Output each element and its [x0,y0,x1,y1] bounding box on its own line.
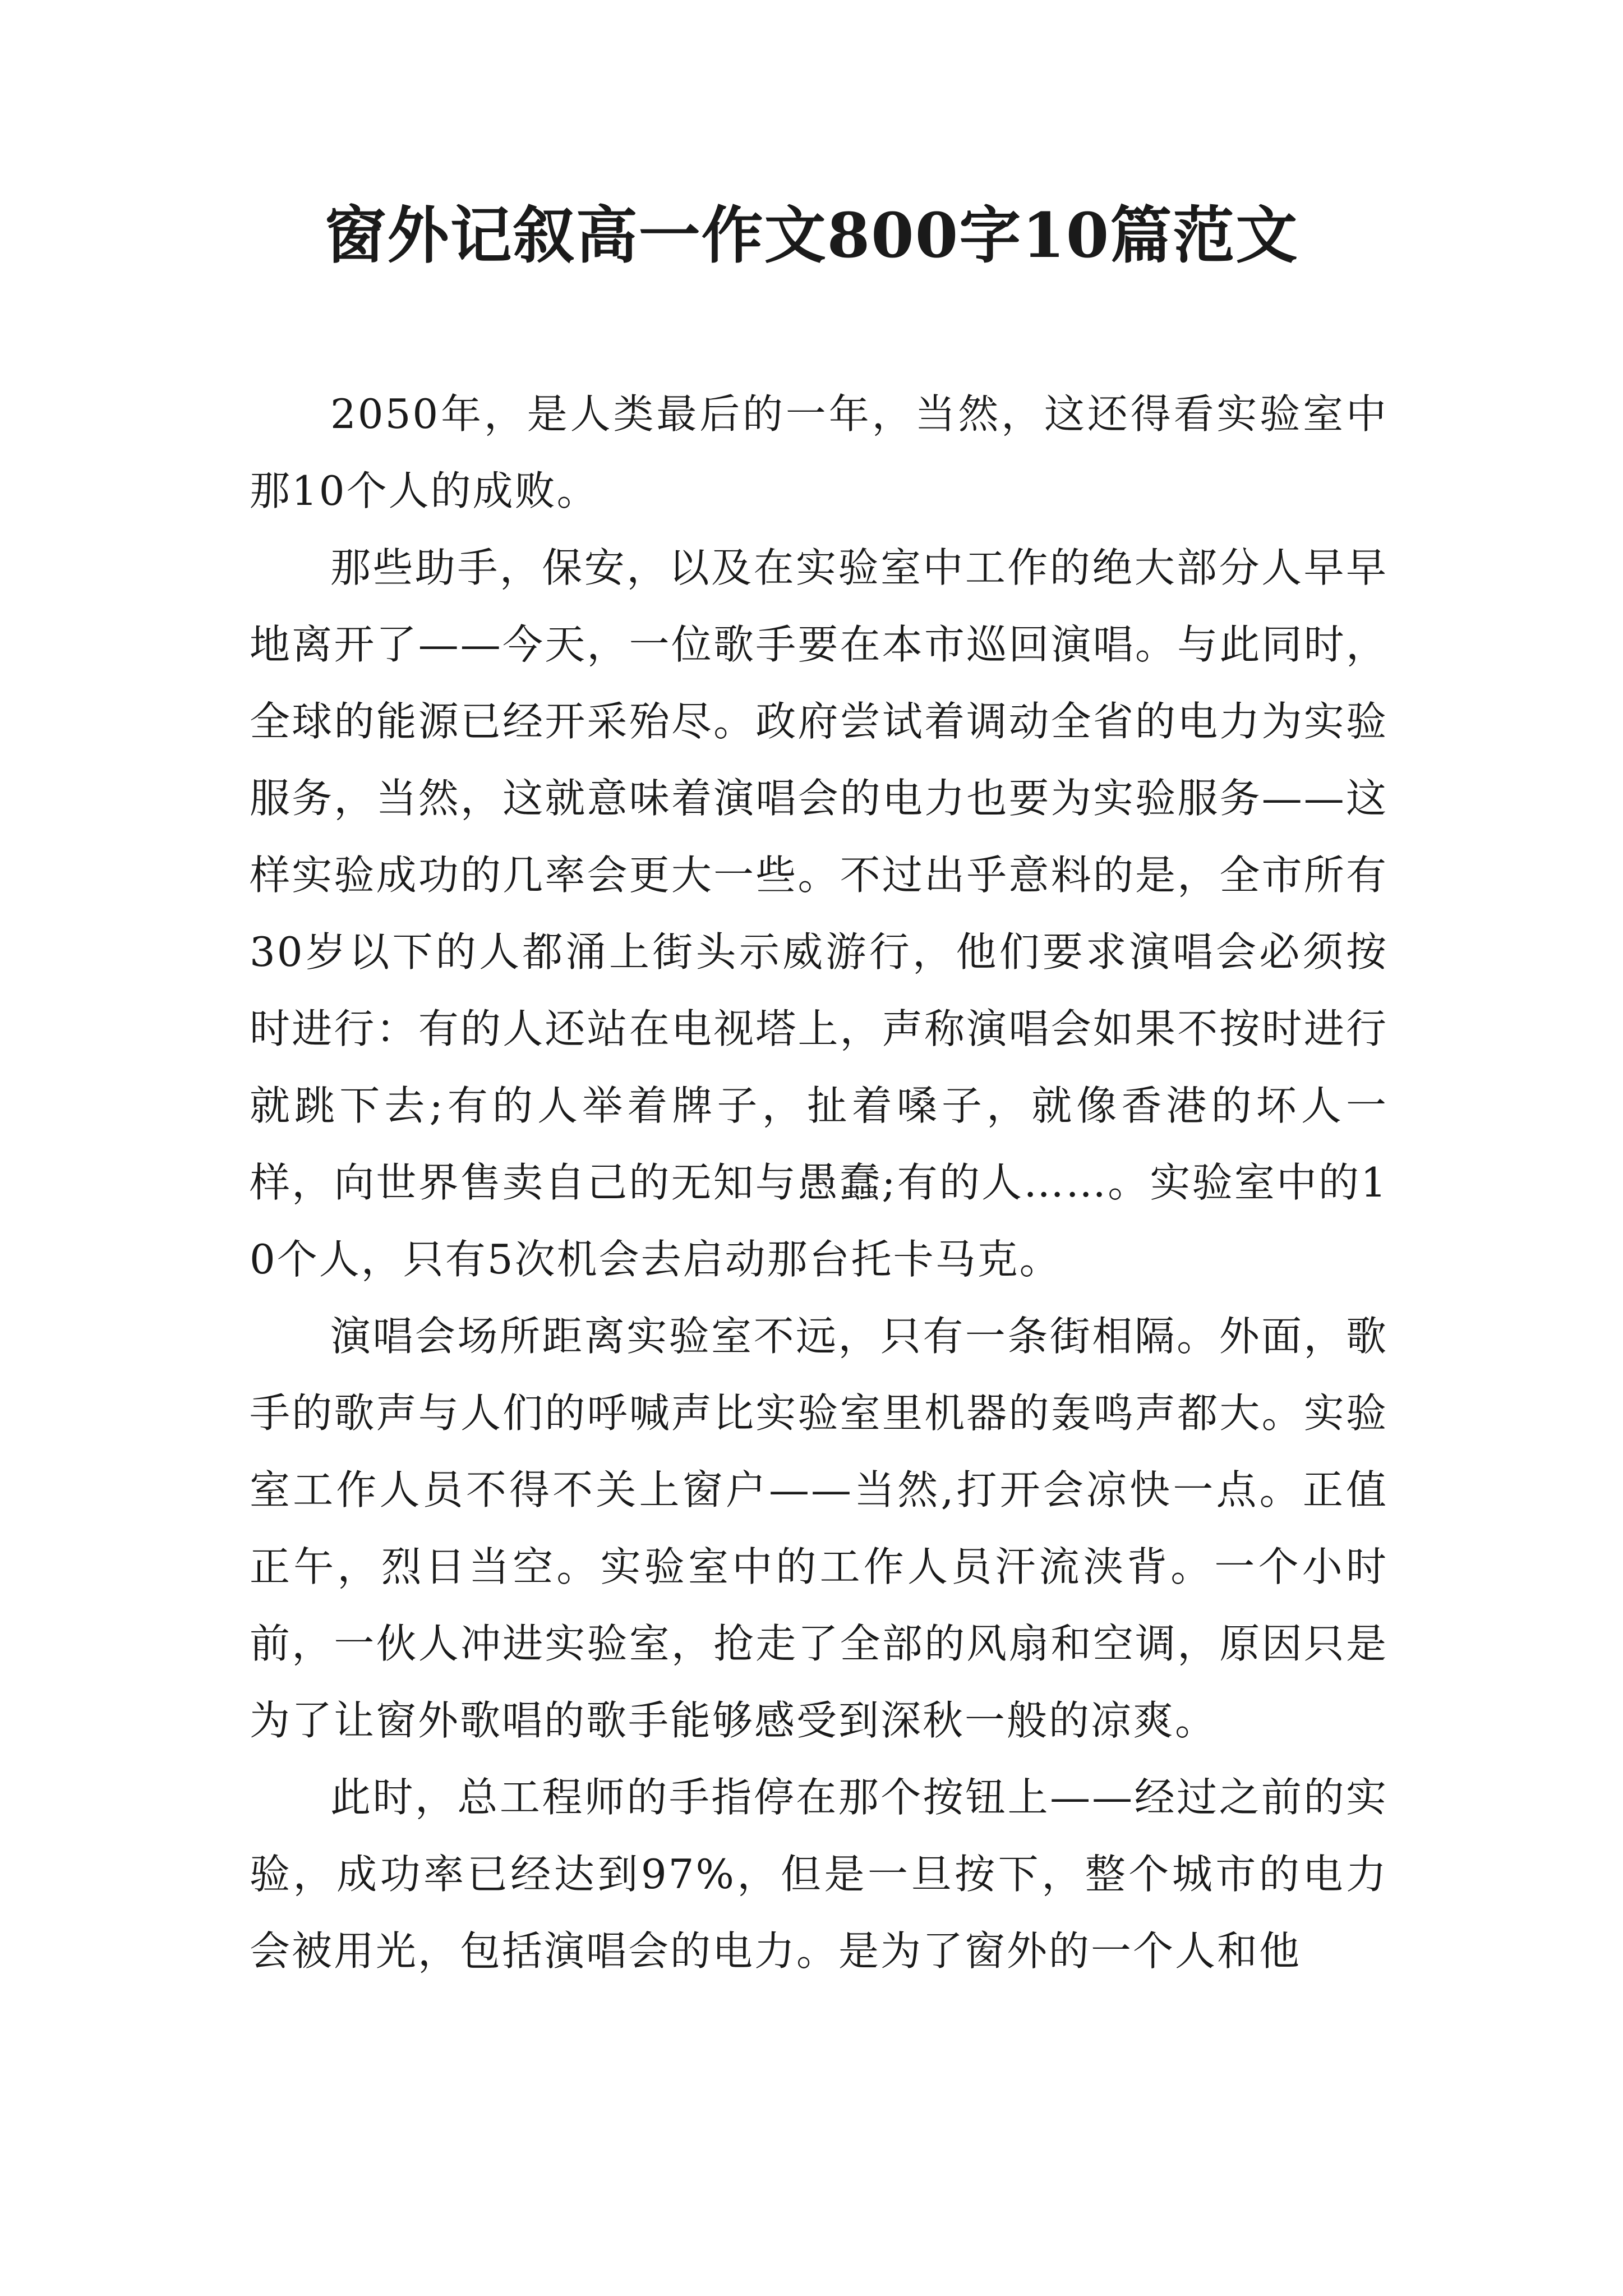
paragraph: 2050年，是人类最后的一年，当然，这还得看实验室中那10个人的成败。 [250,390,1388,514]
paragraph: 那些助手，保安，以及在实验室中工作的绝大部分人早早地离开了——今天，一位歌手要在本市巡回演唱。与此同时，全球的能源已经开采殆尽。政府尝试着调动全省的电力为实验服务，当然，这就意味着演唱会的电力也要为实验服务——这样实验成功的几率会更大一些。不过出乎意料的是，全市所有30岁以下的人都涌上街头示威游行，他们要求演唱会必须按时进行：有的人还站在电视塔上，声称演唱会如果不按时进行就跳下去;有的人举着牌子，扯着嗓子，就像香港的坏人一样，向世界售卖自己的无知与愚蠢;有的人……。实验室中的10个人，只有5次机会去启动那台托卡马克。 [250,544,1388,1283]
paragraph: 演唱会场所距离实验室不远，只有一条街相隔。外面，歌手的歌声与人们的呼喊声比实验室里机器的轰鸣声都大。实验室工作人员不得不关上窗户——当然,打开会凉快一点。正值正午，烈日当空。实验室中的工作人员汗流浃背。一个小时前，一伙人冲进实验室，抢走了全部的风扇和空调，原因只是为了让窗外歌唱的歌手能够感受到深秋一般的凉爽。 [250,1313,1388,1744]
paragraph: 此时，总工程师的手指停在那个按钮上——经过之前的实验，成功率已经达到97%，但是一旦按下，整个城市的电力会被用光，包括演唱会的电力。是为了窗外的一个人和他 [250,1774,1388,1975]
document-title: 窗外记叙高一作文800字10篇范文 [324,199,1299,272]
document-body [250,376,1388,1990]
